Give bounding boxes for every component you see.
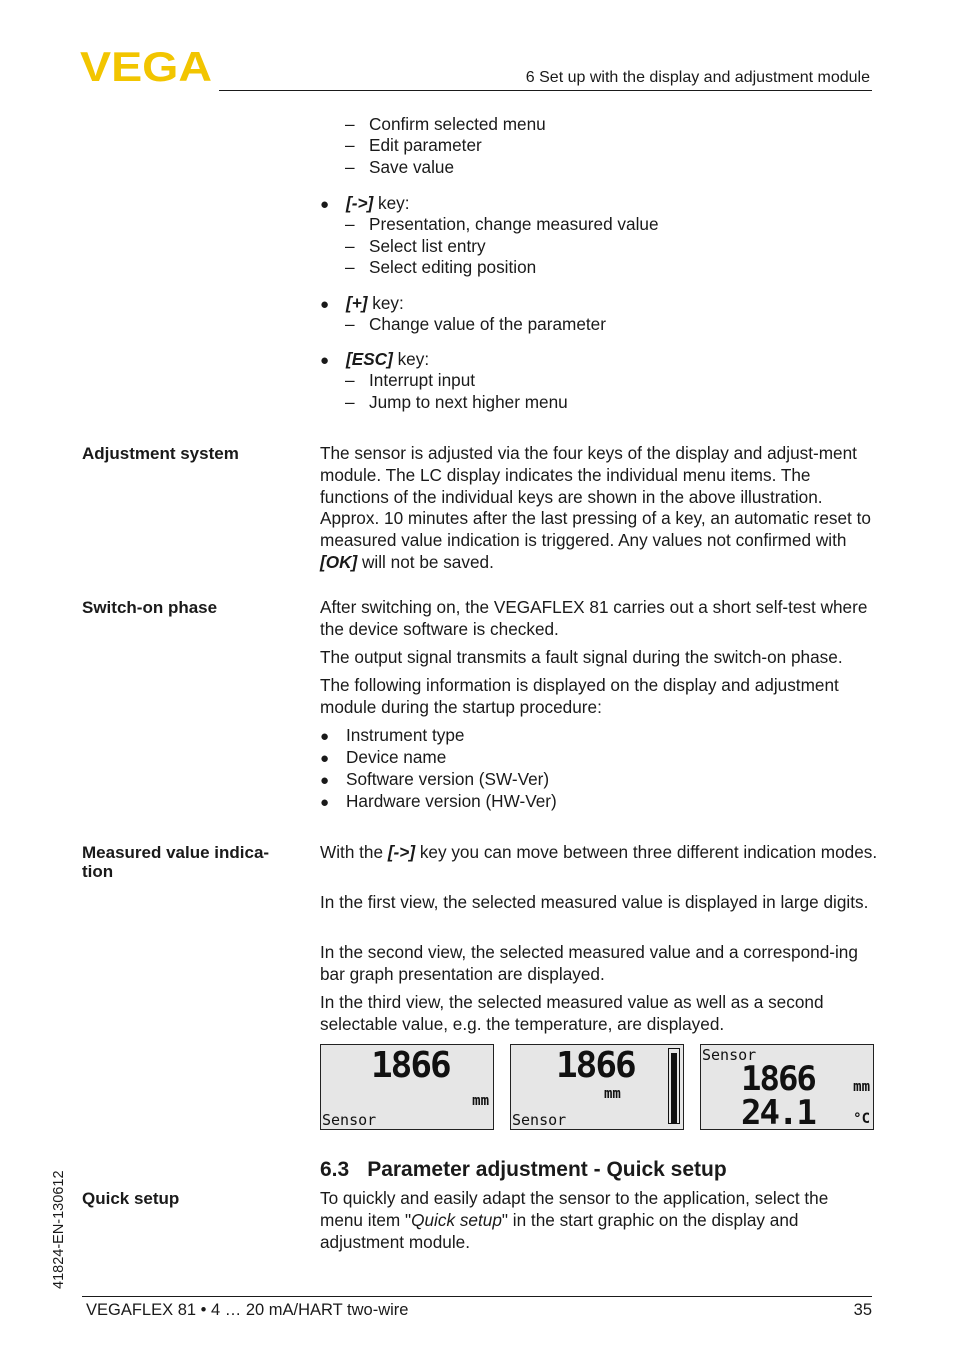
list-item: – Interrupt input xyxy=(345,370,476,390)
side-heading-switch-on-phase: Switch-on phase xyxy=(82,598,218,617)
switch-on-paragraph: The output signal transmits a fault signal during the switch-on phase. xyxy=(320,647,843,667)
section-heading: 6.3 Parameter adjustment - Quick setup xyxy=(320,1158,727,1181)
esc-key-heading: ● [ESC] key: xyxy=(320,349,430,369)
list-item: ● Hardware version (HW-Ver) xyxy=(320,791,557,811)
svg-text:VEGA: VEGA xyxy=(80,46,212,86)
page-number: 35 xyxy=(853,1301,872,1319)
side-heading-measured-value: Measured value indica- tion xyxy=(82,843,270,881)
lcd-unit: mm xyxy=(853,1079,870,1095)
quick-setup-text: To quickly and easily adapt the sensor to the application, select the menu item "Quick setup" in the start graphic on the display and adjustment module. xyxy=(320,1188,829,1252)
measured-value-paragraph: In the first view, the selected measured value is displayed in large digits. xyxy=(320,892,869,912)
lcd-display-large-digits xyxy=(320,1044,494,1130)
list-item: – Save value xyxy=(345,157,455,177)
list-item: – Edit parameter xyxy=(345,135,482,155)
switch-on-paragraph: After switching on, the VEGAFLEX 81 carries out a short self-test where the device software is checked. xyxy=(320,597,868,639)
list-item: – Confirm selected menu xyxy=(345,114,546,134)
list-item: ● Software version (SW-Ver) xyxy=(320,769,550,789)
list-item: – Select editing position xyxy=(345,257,537,277)
list-item: ● Device name xyxy=(320,747,447,767)
measured-value-paragraph: In the second view, the selected measured value and a correspond-ing bar graph presentation are displayed. xyxy=(320,942,858,984)
footer-product: VEGAFLEX 81 • 4 … 20 mA/HART two-wire xyxy=(86,1301,409,1319)
lcd-label: Sensor xyxy=(512,1111,567,1129)
adjustment-system-text: The sensor is adjusted via the four keys of the display and adjust-ment module. The LC display indicates the individual menu items. The functions of the individual keys are shown in the above illustration. Approx. 10 minutes after the last pressing of a key, an automatic reset to measured value indication is triggered. Any values not confirmed with [OK] will not be saved. xyxy=(320,443,871,572)
side-heading-quick-setup: Quick setup xyxy=(82,1189,180,1208)
lcd-label: Sensor xyxy=(702,1046,757,1064)
list-item: ● Instrument type xyxy=(320,725,465,745)
document-code: 41824-EN-130612 xyxy=(51,1170,67,1289)
lcd-display-bar-graph xyxy=(510,1044,684,1130)
plus-key-heading: ● [+] key: xyxy=(320,293,404,313)
header-rule xyxy=(219,90,872,91)
footer-rule xyxy=(82,1296,872,1297)
list-item: – Change value of the parameter xyxy=(345,314,606,334)
list-item: – Presentation, change measured value xyxy=(345,214,659,234)
lcd-unit: mm xyxy=(604,1086,621,1102)
lcd-bar-fill xyxy=(671,1053,677,1123)
lcd-unit: mm xyxy=(472,1093,489,1109)
lcd-value: 1866 xyxy=(741,1059,815,1099)
lcd-value: 1866 xyxy=(371,1045,450,1086)
list-item: – Jump to next higher menu xyxy=(345,392,568,412)
lcd-value-secondary: 24.1 xyxy=(741,1093,815,1133)
lcd-value: 1866 xyxy=(556,1045,635,1086)
lcd-unit-secondary: °C xyxy=(853,1111,870,1127)
list-item: – Select list entry xyxy=(345,236,486,256)
arrow-key-heading: ● [->] key: xyxy=(320,193,410,213)
vega-logo xyxy=(80,46,215,86)
chapter-title: 6 Set up with the display and adjustment module xyxy=(525,69,870,86)
measured-value-paragraph: In the third view, the selected measured value as well as a second selectable value, e.g. the temperature, are displayed. xyxy=(320,992,824,1034)
side-heading-adjustment-system: Adjustment system xyxy=(82,444,239,463)
switch-on-paragraph: The following information is displayed on the display and adjustment module during the startup procedure: xyxy=(320,675,839,717)
measured-value-paragraph: With the [->] key you can move between three different indication modes. xyxy=(320,842,878,862)
lcd-label: Sensor xyxy=(322,1111,377,1129)
lcd-display-two-values xyxy=(700,1044,874,1133)
